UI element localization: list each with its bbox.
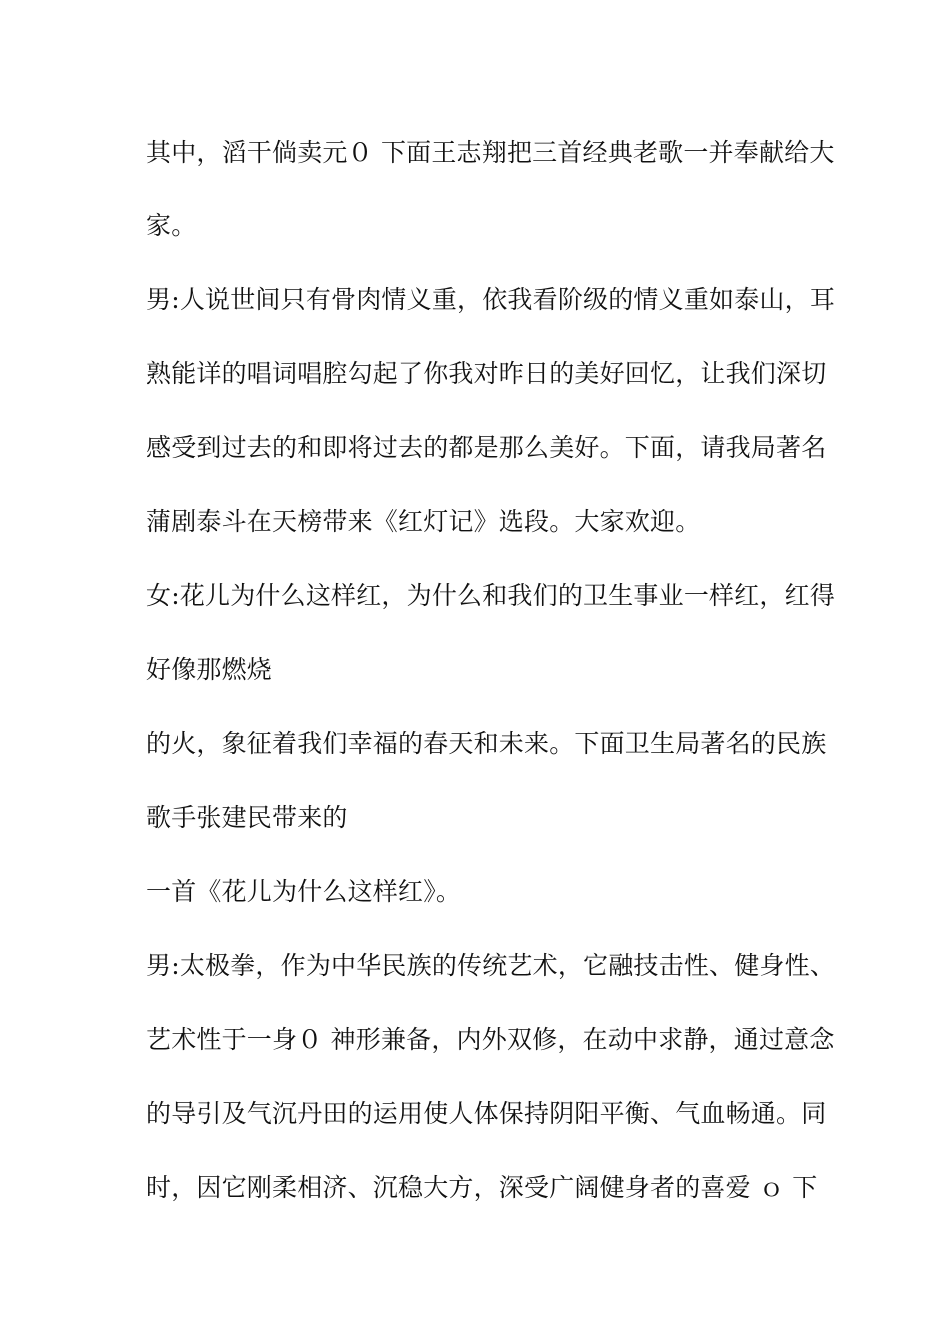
text-line: 的火，象征着我们幸福的春天和未来。下面卫生局著名的民族: [146, 729, 827, 758]
text-line: 男:太极拳，作为中华民族的传统艺术，它融技击性、健身性、: [146, 951, 836, 980]
text-line: 好像那燃烧: [146, 655, 273, 684]
text-line: 的导引及气沉丹田的运用使人体保持阴阳平衡、气血畅通。同: [146, 1099, 827, 1128]
text-line: 蒲剧泰斗在天榜带来《红灯记》选段。大家欢迎。: [146, 507, 701, 536]
text-line: 男:人说世间只有骨肉情义重，依我看阶级的情义重如泰山，耳: [146, 285, 836, 314]
text-line: 家。: [146, 211, 197, 240]
text-line: 艺术性于一身０ 神形兼备，内外双修，在动中求静，通过意念: [146, 1025, 835, 1054]
text-line: 时，因它刚柔相济、沉稳大方，深受广阔健身者的喜爱 ｏ 下: [146, 1173, 818, 1202]
text-line: 女:花儿为什么这样红，为什么和我们的卫生事业一样红，红得: [146, 581, 836, 610]
text-line: 其中，滔干倘卖元０ 下面王志翔把三首经典老歌一并奉献给大: [146, 138, 835, 167]
text-line: 歌手张建民带来的: [146, 803, 348, 832]
text-line: 熟能详的唱词唱腔勾起了你我对昨日的美好回忆，让我们深切: [146, 359, 827, 388]
text-line: 一首《花儿为什么这样红》。: [146, 877, 462, 906]
text-line: 感受到过去的和即将过去的都是那么美好。下面，请我局著名: [146, 433, 827, 462]
